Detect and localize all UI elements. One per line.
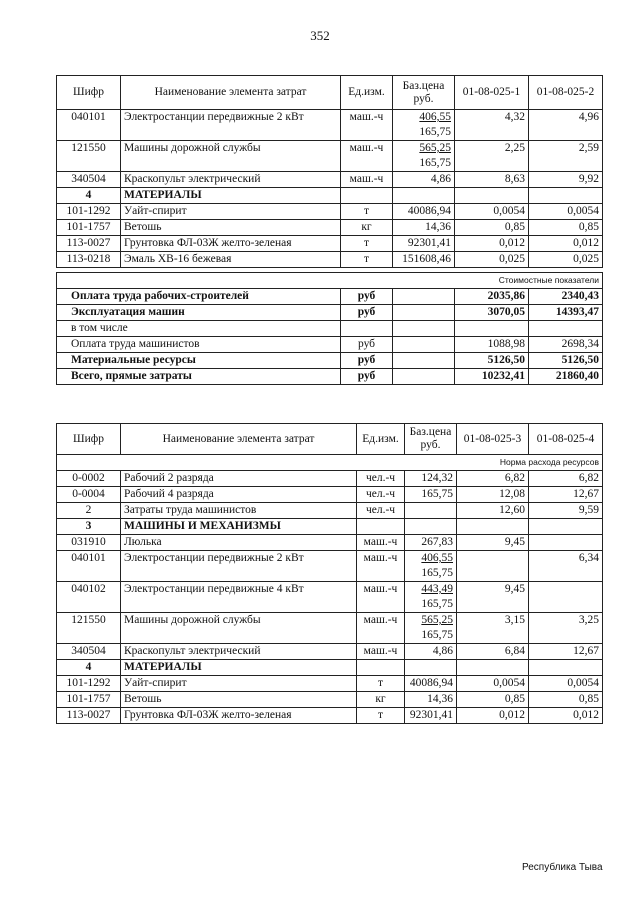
total-value-1: 10232,41 [455,369,529,385]
total-unit: руб [341,337,393,353]
row-value-2 [529,535,603,551]
total-row [57,353,603,369]
header-name: Наименование элемента затрат [121,76,341,110]
footer-region: Республика Тыва [522,862,603,873]
table-row [57,676,603,692]
row-value-1: 6,84 [457,644,529,660]
row-code: 121550 [57,613,121,644]
row-unit: маш.-ч [341,110,393,141]
total-name: Оплата труда рабочих-строителей [57,289,341,305]
header-unit: Ед.изм. [341,76,393,110]
row-value-1: 0,0054 [457,676,529,692]
row-name: Ветошь [121,692,357,708]
table-row [57,535,603,551]
row-value-2: 0,0054 [529,204,603,220]
row-unit: маш.-ч [341,172,393,188]
row-unit: чел.-ч [357,487,405,503]
total-value-1: 5126,50 [455,353,529,369]
header-name: Наименование элемента затрат [121,424,357,455]
cost-indicators-note: Стоимостные показатели [57,273,603,289]
total-row [57,305,603,321]
row-value-1: 6,82 [457,471,529,487]
total-value-1: 3070,05 [455,305,529,321]
row-name: Электростанции передвижные 2 кВт [121,110,341,141]
row-code: 101-1757 [57,220,121,236]
total-row [57,369,603,385]
row-unit: кг [357,692,405,708]
table-row [57,644,603,660]
row-code: 101-1292 [57,676,121,692]
row-price: 565,25 165,75 [405,613,457,644]
row-value-1: 0,0054 [455,204,529,220]
row-value-1: 0,012 [455,236,529,252]
row-unit: т [341,236,393,252]
row-code: 040101 [57,110,121,141]
section-name: МАТЕРИАЛЫ [121,660,357,676]
total-name: Всего, прямые затраты [57,369,341,385]
row-code: 340504 [57,172,121,188]
row-name: Краскопульт электрический [121,644,357,660]
row-unit: т [341,252,393,268]
row-value-1: 0,85 [455,220,529,236]
row-unit: маш.-ч [341,141,393,172]
table-row [57,220,603,236]
header-col-1: 01-08-025-1 [455,76,529,110]
row-code: 113-0027 [57,708,121,724]
row-name: Грунтовка ФЛ-03Ж желто-зеленая [121,708,357,724]
row-value-1: 3,15 [457,613,529,644]
row-name: Электростанции передвижные 4 кВт [121,582,357,613]
cost-table-1 [56,75,603,385]
row-value-2: 9,59 [529,503,603,519]
table-row [57,252,603,268]
section-code: 3 [57,519,121,535]
total-unit: руб [341,369,393,385]
total-row [57,337,603,353]
total-name: Эксплуатация машин [57,305,341,321]
row-name: Машины дорожной службы [121,613,357,644]
row-unit: т [357,708,405,724]
row-unit: маш.-ч [357,551,405,582]
row-unit: т [341,204,393,220]
row-code: 040102 [57,582,121,613]
table-row [57,582,603,613]
note-row [57,273,603,289]
row-value-1: 2,25 [455,141,529,172]
row-unit: маш.-ч [357,644,405,660]
row-unit: т [357,676,405,692]
header-col-4: 01-08-025-4 [529,424,603,455]
total-unit: руб [341,305,393,321]
row-name: Уайт-спирит [121,676,357,692]
row-code: 0-0002 [57,471,121,487]
table-row [57,141,603,172]
row-price: 40086,94 [393,204,455,220]
total-value-1: 1088,98 [455,337,529,353]
row-name: Электростанции передвижные 2 кВт [121,551,357,582]
row-value-1 [457,551,529,582]
total-value-2: 21860,40 [529,369,603,385]
row-value-1: 12,60 [457,503,529,519]
row-code: 340504 [57,644,121,660]
row-code: 040101 [57,551,121,582]
row-unit: чел.-ч [357,471,405,487]
row-code: 0-0004 [57,487,121,503]
section-name: МАТЕРИАЛЫ [121,188,341,204]
section-code: 4 [57,660,121,676]
section-row [57,519,603,535]
row-price: 92301,41 [405,708,457,724]
resource-norm-note: Норма расхода ресурсов [57,455,603,471]
row-value-2: 0,012 [529,236,603,252]
row-code: 031910 [57,535,121,551]
row-price: 4,86 [405,644,457,660]
total-value-2: 14393,47 [529,305,603,321]
row-price: 406,55 165,75 [405,551,457,582]
total-unit: руб [341,353,393,369]
row-price: 267,83 [405,535,457,551]
row-code: 2 [57,503,121,519]
row-name: Ветошь [121,220,341,236]
total-row [57,321,603,337]
row-value-1: 12,08 [457,487,529,503]
header-price: Баз.цена руб. [393,76,455,110]
total-row [57,289,603,305]
row-value-1: 9,45 [457,582,529,613]
total-name: в том числе [57,321,341,337]
row-price: 443,49 165,75 [405,582,457,613]
total-name: Материальные ресурсы [57,353,341,369]
total-value-1: 2035,86 [455,289,529,305]
row-value-1: 0,012 [457,708,529,724]
total-unit: руб [341,289,393,305]
section-row [57,188,603,204]
row-name: Машины дорожной службы [121,141,341,172]
row-name: Уайт-спирит [121,204,341,220]
row-price: 4,86 [393,172,455,188]
row-unit: кг [341,220,393,236]
row-name: Рабочий 4 разряда [121,487,357,503]
table-row [57,172,603,188]
header-price: Баз.цена руб. [405,424,457,455]
row-code: 113-0218 [57,252,121,268]
row-code: 101-1757 [57,692,121,708]
total-value-2: 2340,43 [529,289,603,305]
row-value-2: 6,82 [529,471,603,487]
row-value-2: 0,025 [529,252,603,268]
cost-table-2 [56,423,603,724]
row-unit: маш.-ч [357,613,405,644]
row-name: Грунтовка ФЛ-03Ж желто-зеленая [121,236,341,252]
row-code: 101-1292 [57,204,121,220]
row-price: 151608,46 [393,252,455,268]
table-row [57,204,603,220]
table-row [57,692,603,708]
row-value-2: 6,34 [529,551,603,582]
table-row [57,110,603,141]
header-col-2: 01-08-025-2 [529,76,603,110]
table-row [57,471,603,487]
row-price: 40086,94 [405,676,457,692]
row-value-2 [529,582,603,613]
table-row [57,613,603,644]
header-unit: Ед.изм. [357,424,405,455]
row-value-2: 12,67 [529,644,603,660]
row-price: 165,75 [405,487,457,503]
row-value-2: 4,96 [529,110,603,141]
row-value-1: 9,45 [457,535,529,551]
section-name: МАШИНЫ И МЕХАНИЗМЫ [121,519,357,535]
section-code: 4 [57,188,121,204]
section-row [57,660,603,676]
row-price: 565,25 165,75 [393,141,455,172]
row-value-2: 12,67 [529,487,603,503]
row-name: Люлька [121,535,357,551]
row-value-2: 0,85 [529,692,603,708]
header-code: Шифр [57,76,121,110]
row-code: 121550 [57,141,121,172]
row-value-1: 8,63 [455,172,529,188]
total-name: Оплата труда машинистов [57,337,341,353]
table-row [57,236,603,252]
row-value-2: 0,012 [529,708,603,724]
row-price: 124,32 [405,471,457,487]
total-value-2: 5126,50 [529,353,603,369]
note-row [57,455,603,471]
row-unit: маш.-ч [357,535,405,551]
table-row [57,708,603,724]
row-value-2: 3,25 [529,613,603,644]
row-value-2: 2,59 [529,141,603,172]
row-price: 14,36 [405,692,457,708]
row-value-1: 4,32 [455,110,529,141]
total-value-2: 2698,34 [529,337,603,353]
header-code: Шифр [57,424,121,455]
row-value-2: 0,0054 [529,676,603,692]
row-value-2: 0,85 [529,220,603,236]
row-name: Рабочий 2 разряда [121,471,357,487]
row-name: Краскопульт электрический [121,172,341,188]
row-unit: маш.-ч [357,582,405,613]
row-price: 406,55 165,75 [393,110,455,141]
row-code: 113-0027 [57,236,121,252]
row-name: Эмаль ХВ-16 бежевая [121,252,341,268]
page-number: 352 [310,28,330,43]
row-value-1: 0,85 [457,692,529,708]
table-row [57,503,603,519]
row-unit: чел.-ч [357,503,405,519]
header-col-3: 01-08-025-3 [457,424,529,455]
row-value-2: 9,92 [529,172,603,188]
table-row [57,487,603,503]
row-value-1: 0,025 [455,252,529,268]
row-name: Затраты труда машинистов [121,503,357,519]
table-row [57,551,603,582]
row-price: 14,36 [393,220,455,236]
row-price: 92301,41 [393,236,455,252]
